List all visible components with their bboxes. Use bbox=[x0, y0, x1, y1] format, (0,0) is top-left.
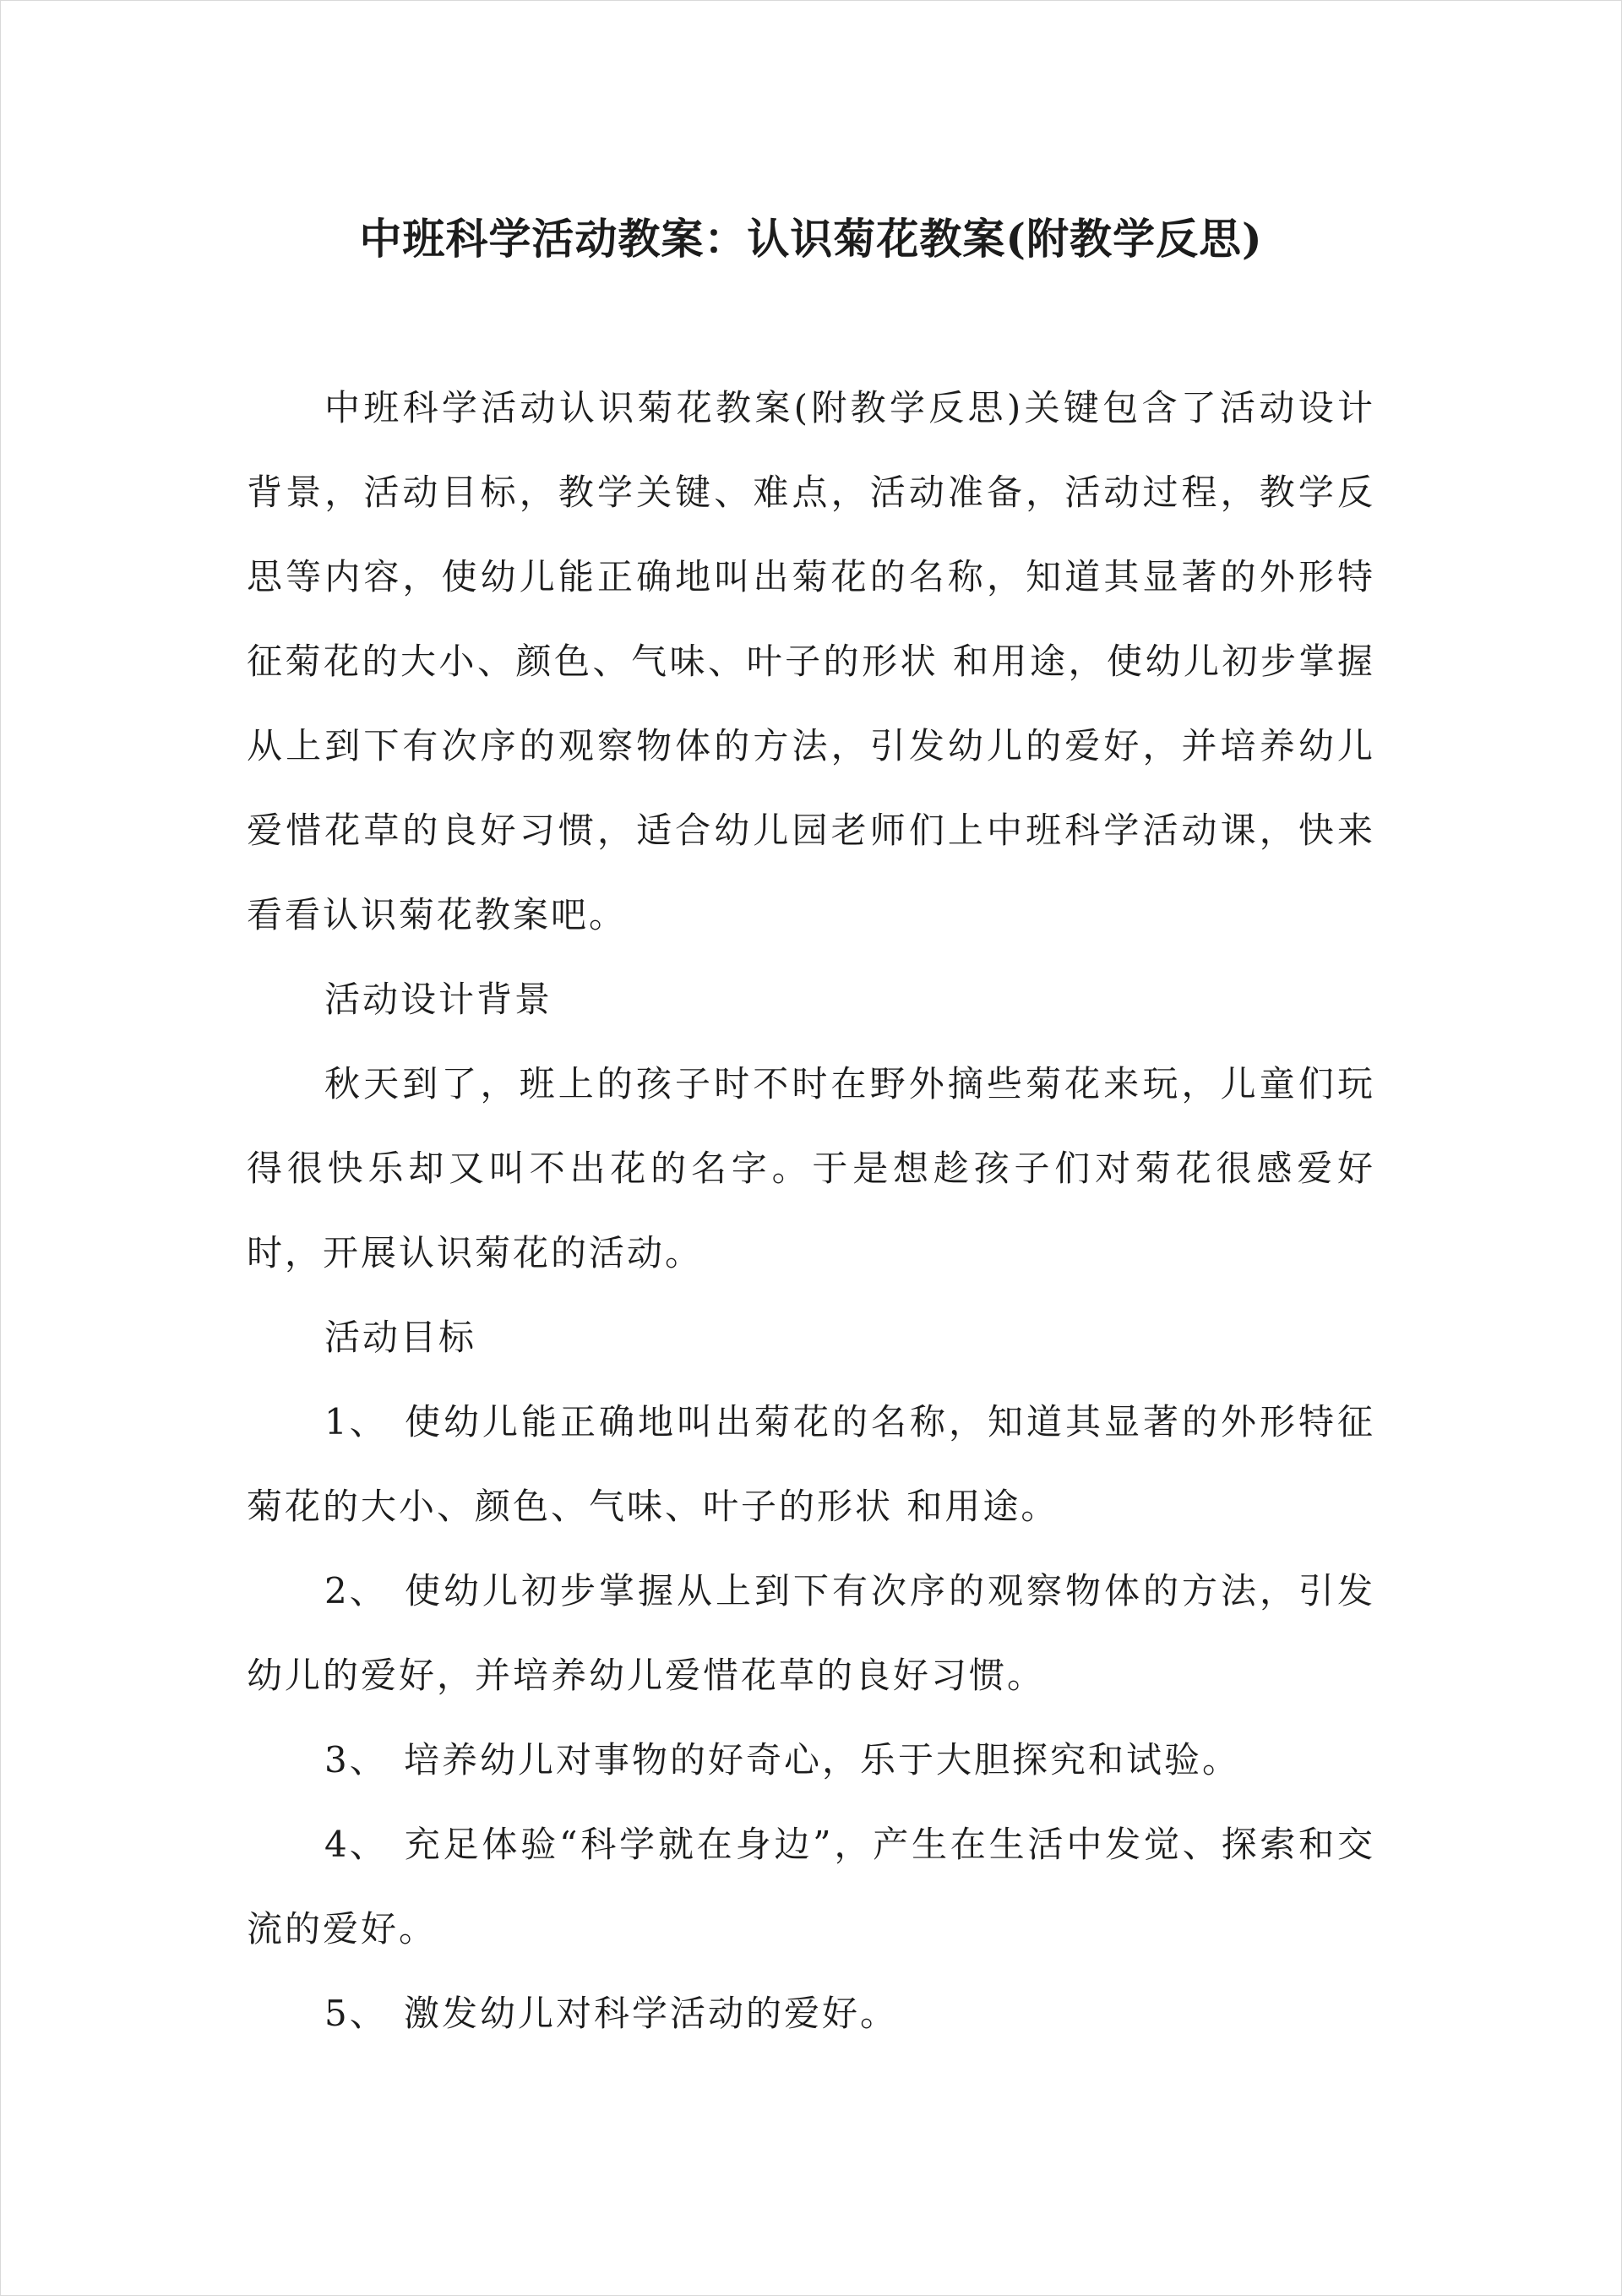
goal-text: 激发幼儿对科学活动的爱好。 bbox=[404, 1993, 899, 2034]
goal-item bbox=[247, 1549, 1375, 1718]
document-body bbox=[247, 366, 1375, 2056]
document-title: 中班科学活动教案：认识菊花教案(附教学反思) bbox=[359, 214, 1263, 264]
goal-text: 使幼儿能正确地叫出菊花的名称，知道其显著的外形特征菊花的大小、颜色、气味、叶子的形状 和用途。 bbox=[247, 1401, 1375, 1527]
goal-item bbox=[247, 1718, 1375, 1802]
goal-number: 2、 bbox=[324, 1570, 388, 1612]
goal-item bbox=[247, 1802, 1375, 1972]
background-paragraph: 秋天到了，班上的孩子时不时在野外摘些菊花来玩，儿童们玩得很快乐却又叫不出花的名字。于是想趁孩子们对菊花很感爱好时，开展认识菊花的活动。 bbox=[247, 1063, 1375, 1273]
goal-text: 使幼儿初步掌握从上到下有次序的观察物体的方法，引发幼儿的爱好，并培养幼儿爱惜花草的良好习惯。 bbox=[247, 1570, 1375, 1696]
goal-number: 1、 bbox=[324, 1401, 388, 1442]
goals-heading: 活动目标 bbox=[324, 1317, 477, 1358]
goal-number: 3、 bbox=[324, 1739, 388, 1781]
goal-text: 培养幼儿对事物的好奇心，乐于大胆探究和试验。 bbox=[404, 1739, 1241, 1781]
intro-paragraph: 中班科学活动认识菊花教案(附教学反思)关键包含了活动设计背景，活动目标，教学关键、难点，活动准备，活动过程，教学反思等内容，使幼儿能正确地叫出菊花的名称，知道其显著的外形特征菊花的大小、颜色、气味、叶子的形状 和用途，使幼儿初步掌握从上到下有次序的观察物体的方法，引发幼儿的爱好，并培养幼儿爱惜花草的良好习惯，适合幼儿园老师们上中班科学活动课，快来看看认识菊花教案吧。 bbox=[247, 387, 1375, 935]
goal-number: 4、 bbox=[324, 1824, 388, 1865]
goal-number: 5、 bbox=[324, 1993, 388, 2034]
background-heading: 活动设计背景 bbox=[324, 979, 553, 1020]
goal-item bbox=[247, 1380, 1375, 1549]
goal-item bbox=[247, 1972, 1375, 2056]
goal-text: 充足体验“科学就在身边”，产生在生活中发觉、探索和交流的爱好。 bbox=[247, 1824, 1375, 1950]
